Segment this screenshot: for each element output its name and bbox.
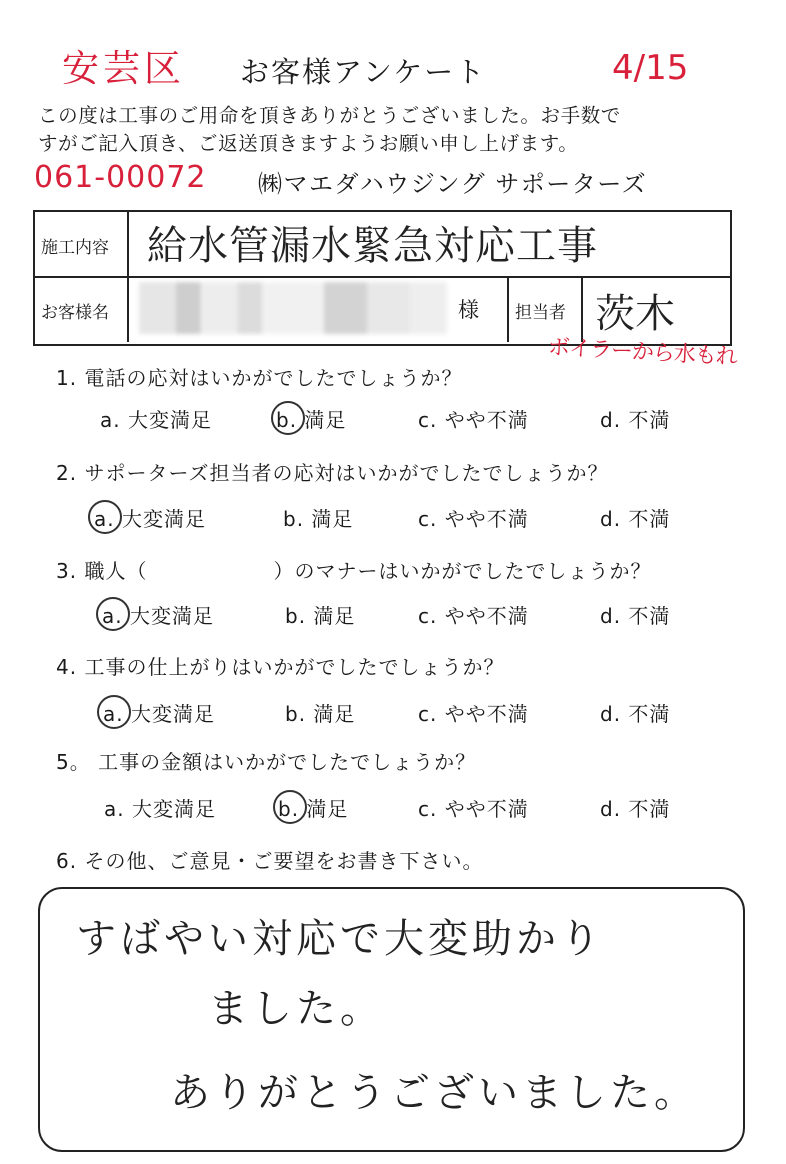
question-text: 電話の応対はいかがでしたでしょうか？ [84,366,463,390]
comment-line-3: ありがとうございました。 [170,1070,698,1116]
answer-row-1 [0,404,786,438]
comment-box[interactable] [38,887,745,1152]
option-b[interactable]: b. 満足 [285,604,356,628]
customer-suffix: 様 [458,298,479,322]
option-c[interactable]: c. やや不満 [418,702,529,726]
question-number: 6. [56,849,78,873]
option-d[interactable]: d. 不満 [600,507,671,531]
option-a[interactable]: a. 大変満足 [100,408,212,432]
work-label: 施工内容 [41,238,109,258]
question-1 [56,362,462,391]
option-a[interactable]: a. 大変満足 [94,507,206,531]
customer-id-handwritten: 061-00072 [34,160,207,195]
question-5 [56,746,476,775]
question-number: 4. [56,655,78,679]
question-text: 工事の仕上がりはいかがでしたでしょうか？ [84,655,505,679]
option-b[interactable]: b. 満足 [283,507,354,531]
question-number: 1. [56,366,78,390]
comment-line-2: ました。 [208,986,384,1032]
question-text: その他、ご意見・ご要望をお書き下さい。 [84,849,484,873]
customer-label: お客様名 [41,303,109,323]
answer-row-2 [0,503,786,537]
page-title: お客様アンケート [240,55,487,89]
question-text: サポーターズ担当者の応対はいかがでしたでしょうか？ [84,461,609,485]
question-text: 工事の金額はいかがでしたでしょうか？ [98,750,477,774]
option-c[interactable]: c. やや不満 [418,797,529,821]
table-divider [507,277,509,342]
option-d[interactable]: d. 不満 [600,408,671,432]
option-b[interactable]: b. 満足 [276,408,347,432]
option-a[interactable]: a. 大変満足 [102,604,214,628]
option-b[interactable]: b. 満足 [278,797,349,821]
option-a[interactable]: a. 大変満足 [104,797,216,821]
customer-name-redacted [139,282,447,334]
option-a[interactable]: a. 大変満足 [103,702,215,726]
date-handwritten: 4/15 [612,48,689,88]
intro-line-2: すがご記入頂き、ご返送頂きますようお願い申し上げます。 [38,132,579,155]
work-value-handwritten[interactable]: 給水管漏水緊急対応工事 [147,223,598,269]
option-d[interactable]: d. 不満 [600,604,671,628]
option-c[interactable]: c. やや不満 [418,507,529,531]
option-c[interactable]: c. やや不満 [418,408,529,432]
answer-row-5 [0,793,786,827]
answer-row-4 [0,698,786,732]
question-text: 職人（ ）のマナーはいかがでしたでしょうか？ [84,559,652,583]
handwritten-note: ボイラーから水もれ [547,335,738,370]
staff-value-handwritten[interactable]: 茨木 [595,291,675,337]
option-c[interactable]: c. やや不満 [418,604,529,628]
answer-row-3 [0,600,786,634]
option-d[interactable]: d. 不満 [600,702,671,726]
option-b[interactable]: b. 満足 [285,702,356,726]
table-divider [35,276,730,278]
question-number: 3. [56,559,78,583]
table-divider [127,212,129,342]
comment-line-1: すばやい対応で大変助かり [76,916,604,962]
question-3 [56,555,651,584]
option-d[interactable]: d. 不満 [600,797,671,821]
question-6 [56,845,483,874]
staff-label: 担当者 [515,303,566,323]
question-2 [56,457,608,486]
question-4 [56,651,504,680]
intro-line-1: この度は工事のご用命を頂きありがとうございました。お手数で [38,104,621,127]
question-number: 5。 [56,750,91,774]
question-number: 2. [56,461,78,485]
company-name: ㈱マエダハウジング サポーターズ [258,170,648,198]
form-table [33,210,732,346]
ward-handwritten: 安芸区 [62,47,185,90]
